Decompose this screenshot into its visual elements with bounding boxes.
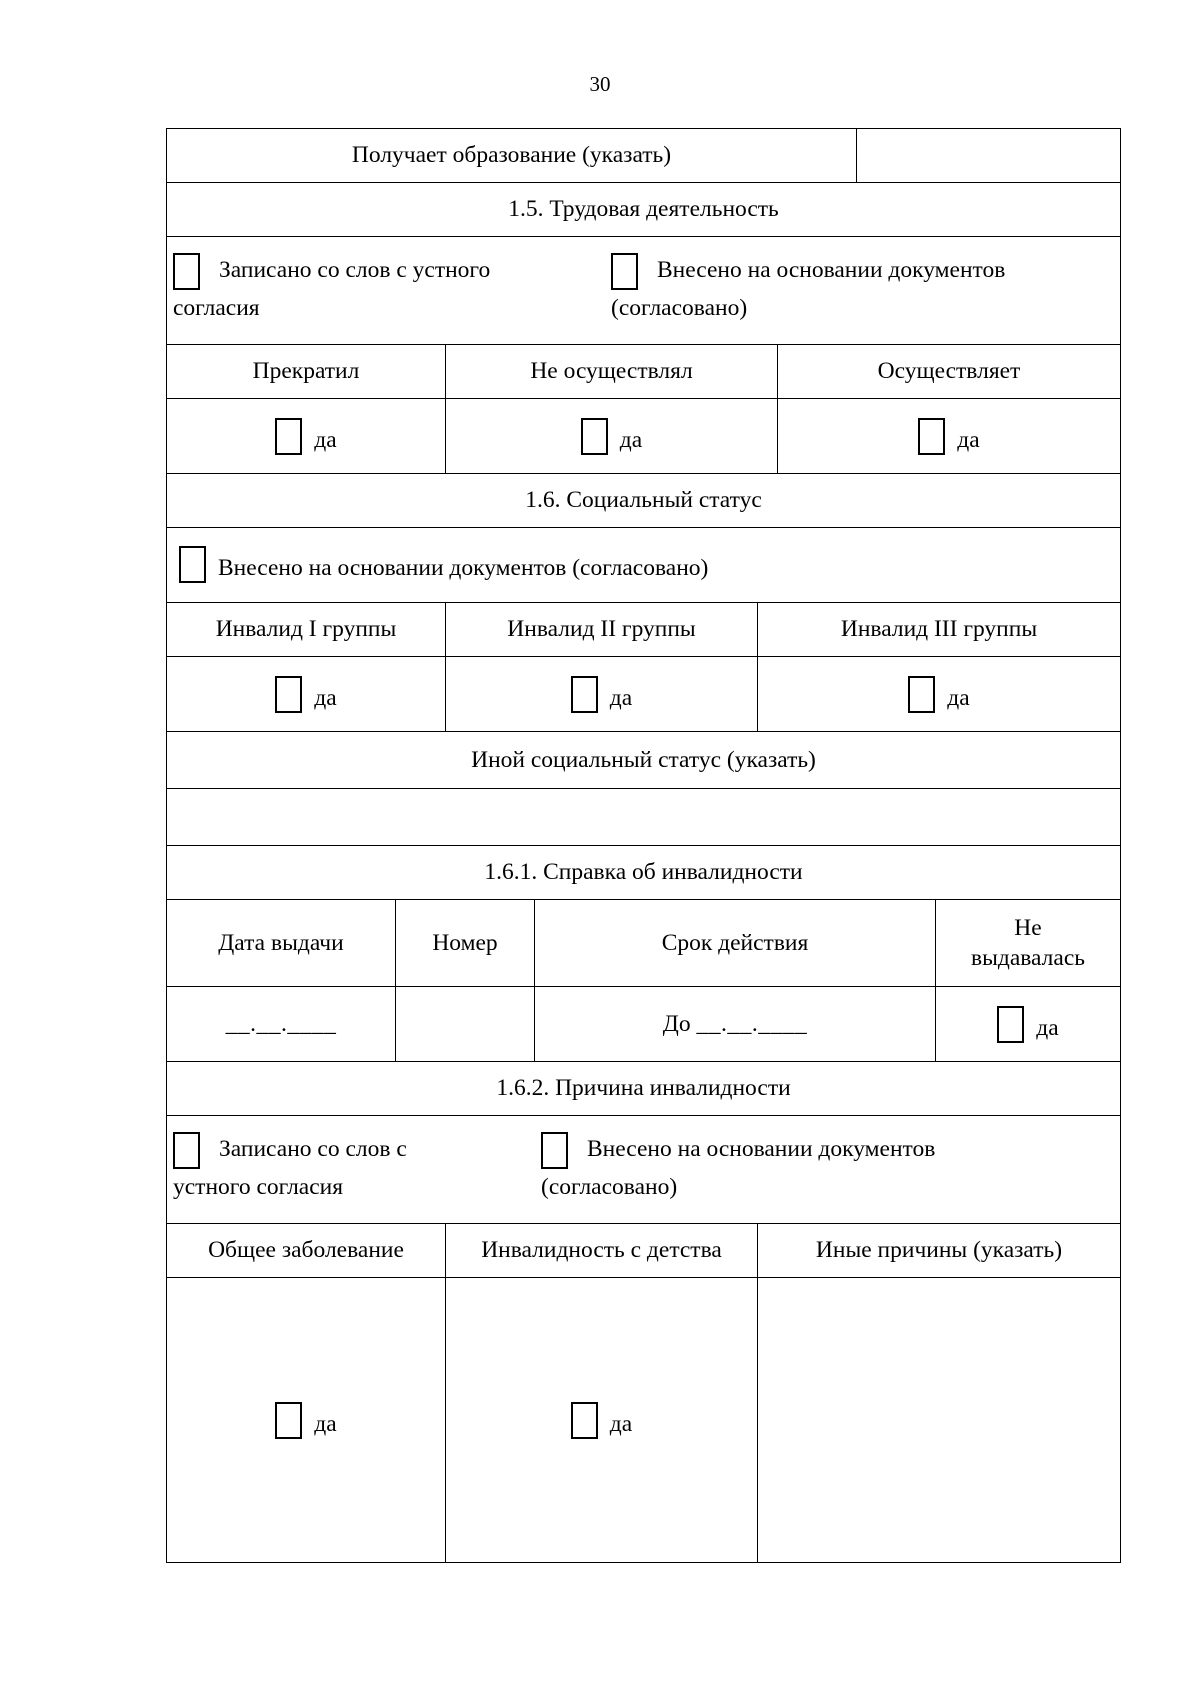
issue-date-field[interactable]: __.__.____: [167, 987, 396, 1061]
education-value-field[interactable]: [857, 129, 1120, 182]
documents-checkbox[interactable]: [611, 253, 638, 290]
cause-oral-option: Записано со слов с устного согласия: [173, 1130, 533, 1206]
cause-values-row: [167, 1278, 1120, 1562]
yes-label: да: [609, 1410, 633, 1437]
yes-label: да: [314, 1410, 337, 1437]
col-group-1: Инвалид I группы: [167, 603, 446, 656]
certificate-number-field[interactable]: [396, 987, 535, 1061]
yes-label: да: [1036, 1014, 1059, 1041]
general-disease-yes-checkbox[interactable]: [275, 1402, 302, 1439]
col-not-worked: Не осуществлял: [446, 345, 778, 398]
cause-header-row: [167, 1224, 1120, 1278]
yes-label: да: [947, 684, 970, 711]
group-3-yes-checkbox[interactable]: [908, 676, 935, 713]
working-yes-checkbox[interactable]: [918, 418, 945, 455]
employment-yes-row: [167, 399, 1120, 474]
section-1-6-header: [167, 474, 1120, 528]
section-title: 1.6. Социальный статус: [525, 487, 762, 513]
section-1-6-1-header: [167, 846, 1120, 900]
col-childhood: Инвалидность с детства: [446, 1224, 758, 1277]
section-1-6-2-header: [167, 1062, 1120, 1116]
group-2-yes-checkbox[interactable]: [571, 676, 598, 713]
employment-header-row: [167, 345, 1120, 399]
oral-consent-checkbox[interactable]: [173, 253, 200, 290]
cause-documents-checkbox[interactable]: [541, 1132, 568, 1169]
other-causes-field[interactable]: [758, 1278, 1120, 1562]
source-oral-option: [173, 251, 593, 327]
until-date-blank: __.__.____: [696, 1010, 808, 1037]
col-group-2: Инвалид II группы: [446, 603, 758, 656]
not-issued-yes-checkbox[interactable]: [997, 1006, 1024, 1043]
section-1-6-2-source-row: [167, 1116, 1120, 1224]
section-title: 1.5. Трудовая деятельность: [508, 196, 779, 222]
col-stopped: Прекратил: [167, 345, 446, 398]
col-general-disease: Общее заболевание: [167, 1224, 446, 1277]
section-title: 1.6.2. Причина инвалидности: [496, 1075, 791, 1101]
yes-label: да: [619, 426, 643, 453]
validity-field[interactable]: [535, 987, 936, 1061]
until-label: До: [662, 1010, 691, 1037]
oral-consent-label-line2: согласия: [173, 295, 260, 321]
childhood-yes-checkbox[interactable]: [571, 1402, 598, 1439]
social-documents-label: Внесено на основании документов (согласовано): [218, 555, 709, 581]
not-worked-yes-checkbox[interactable]: [581, 418, 608, 455]
col-working: Осуществляет: [877, 358, 1021, 384]
cause-oral-checkbox[interactable]: [173, 1132, 200, 1169]
other-status-row: [167, 732, 1120, 789]
yes-label: да: [314, 426, 337, 453]
disability-form: [166, 128, 1121, 1563]
disability-group-yes-row: [167, 657, 1120, 732]
other-status-input-row[interactable]: [167, 789, 1120, 846]
section-title: 1.6.1. Справка об инвалидности: [484, 859, 803, 885]
stopped-yes-checkbox[interactable]: [275, 418, 302, 455]
documents-label-line1: Внесено на основании документов: [657, 257, 1006, 283]
page-number: 30: [589, 72, 611, 96]
col-validity: Срок действия: [535, 900, 936, 986]
education-label: Получает образование (указать): [167, 129, 857, 182]
group-1-yes-checkbox[interactable]: [275, 676, 302, 713]
social-documents-checkbox[interactable]: [179, 546, 206, 583]
yes-label: да: [609, 684, 633, 711]
disability-group-header-row: [167, 603, 1120, 657]
col-not-issued: Не выдавалась: [970, 915, 1085, 971]
other-status-label: Иной социальный статус (указать): [471, 746, 816, 773]
education-row: [167, 129, 1120, 183]
cause-documents-option: Внесено на основании документов (согласовано): [541, 1130, 1101, 1206]
oral-consent-label-line1: Записано со слов с устного: [219, 257, 491, 283]
col-other-causes: Иные причины (указать): [815, 1237, 1063, 1263]
source-documents-option: [611, 251, 1111, 327]
yes-label: да: [314, 684, 337, 711]
col-issue-date: Дата выдачи: [167, 900, 396, 986]
col-group-3: Инвалид III группы: [840, 616, 1038, 642]
yes-label: да: [957, 426, 980, 453]
section-1-6-source-row: [167, 528, 1120, 603]
documents-label-line2: (согласовано): [611, 295, 748, 321]
certificate-header-row: [167, 900, 1120, 987]
section-1-5-source-row: [167, 237, 1120, 345]
section-1-5-header: [167, 183, 1120, 237]
col-number: Номер: [396, 900, 535, 986]
certificate-values-row: [167, 987, 1120, 1062]
